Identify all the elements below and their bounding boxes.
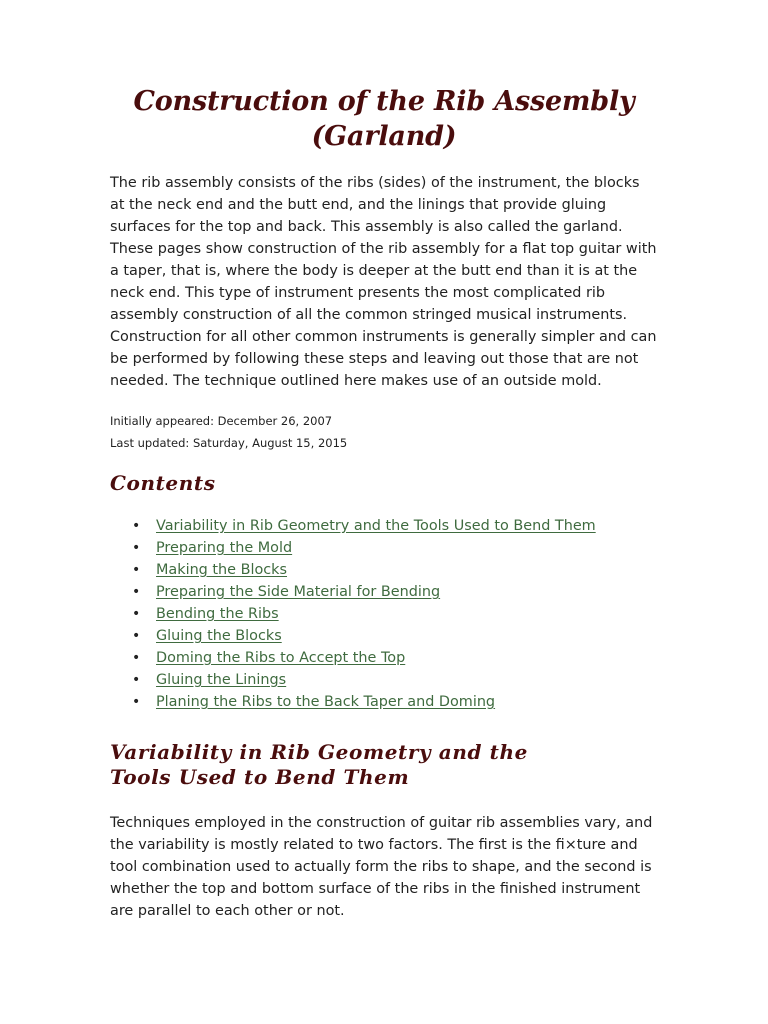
variability-paragraph: Techniques employed in the construction of guitar rib assemblies vary, and the variability is mostly related to two factors. The first is the fi×ture and tool combination used to actually form the ribs to shape, and the second is whether the top and bottom surface of the ribs in the finished instrument are parallel to each other or not. [110,815,653,919]
bullet-icon: • [132,694,141,710]
article-dates [110,410,658,454]
contents-item [132,647,658,669]
last-updated-date: Last updated: Saturday, August 15, 2015 [110,436,348,450]
bullet-icon: • [132,540,141,556]
bullet-icon: • [132,562,141,578]
bullet-icon: • [132,628,141,644]
contents-link-preparing-mold[interactable]: Preparing the Mold [156,540,293,556]
contents-item [132,537,658,559]
bullet-icon: • [132,650,141,666]
contents-link-gluing-blocks[interactable]: Gluing the Blocks [156,628,282,644]
section-heading-variability [110,740,658,790]
initially-appeared-date: Initially appeared: December 26, 2007 [110,414,333,428]
section-heading-line1: Variability in Rib Geometry and the [110,740,528,764]
bullet-icon: • [132,606,141,622]
bullet-icon: • [132,518,141,534]
contents-link-side-material[interactable]: Preparing the Side Material for Bending [156,584,441,600]
contents-item [132,603,658,625]
bullet-icon: • [132,672,141,688]
page-title [110,84,658,154]
contents-link-making-blocks[interactable]: Making the Blocks [156,562,288,578]
contents-link-bending-ribs[interactable]: Bending the Ribs [156,606,279,622]
contents-item [132,515,658,537]
contents-item [132,559,658,581]
contents-link-doming-ribs[interactable]: Doming the Ribs to Accept the Top [156,650,406,666]
contents-list [110,515,658,713]
intro-paragraph: The rib assembly consists of the ribs (sides) of the instrument, the blocks at the neck end and the butt end, and the linings that provide gluing surfaces for the top and back. This assembly is also called the garland. These pages show construction of the rib assembly for a flat top guitar with a taper, that is, where the body is deeper at the butt end than it is at the neck end. This type of instrument presents the most complicated rib assembly construction of all the common stringed musical instruments. Construction for all other common instruments is generally simpler and can be performed by following these steps and leaving out those that are not needed. The technique outlined here makes use of an outside mold. [110,175,657,389]
contents-link-gluing-linings[interactable]: Gluing the Linings [156,672,287,688]
bullet-icon: • [132,584,141,600]
contents-link-variability[interactable]: Variability in Rib Geometry and the Tools Used to Bend Them [156,518,596,534]
page-title-line2: (Garland) [311,121,457,152]
contents-item [132,581,658,603]
contents-item [132,625,658,647]
contents-item [132,669,658,691]
contents-link-planing-ribs[interactable]: Planing the Ribs to the Back Taper and Doming [156,694,496,710]
article [110,84,658,922]
page-title-line1: Construction of the Rib Assembly [133,86,635,117]
section-heading-line2: Tools Used to Bend Them [110,765,410,789]
contents-item [132,691,658,713]
contents-heading: Contents [110,471,216,495]
